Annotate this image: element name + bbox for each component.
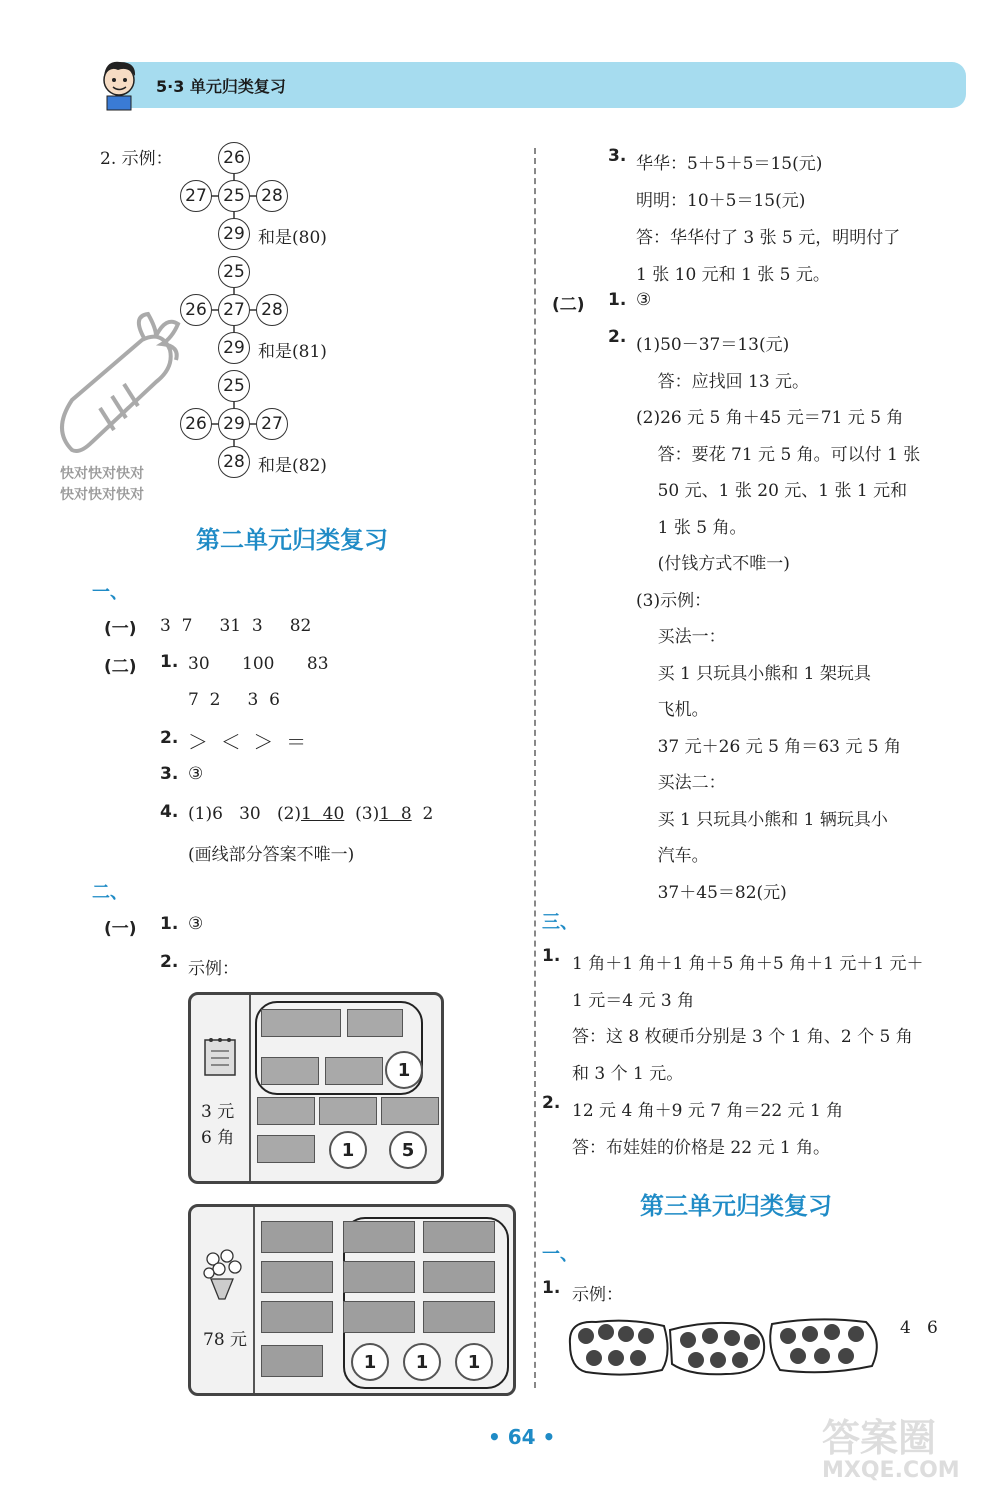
answer-line: 12 元 4 角＋9 元 7 角＝22 元 1 角 xyxy=(572,1101,844,1121)
bill-image xyxy=(423,1261,495,1293)
part-label: (二) xyxy=(104,657,137,677)
answer-line: 1 角＋1 角＋1 角＋5 角＋5 角＋1 元＋1 元＋ xyxy=(572,954,924,974)
bill-image xyxy=(261,1301,333,1333)
example-label: 示例： xyxy=(188,959,239,979)
answer-line: (3)示例： xyxy=(636,590,712,611)
circle-top: 25 xyxy=(218,256,250,288)
price-line: 3 元 xyxy=(201,1102,235,1122)
money-box-2 xyxy=(188,1204,516,1396)
q2-label: 2. 示例： xyxy=(100,149,173,169)
s3-q1-block xyxy=(572,946,924,1092)
carrot-caption xyxy=(60,464,144,506)
bill-image xyxy=(257,1135,315,1163)
header-title: 5·3 单元归类复习 xyxy=(156,77,286,96)
watermark xyxy=(822,1418,960,1483)
bill-image xyxy=(319,1097,377,1125)
circle-center: 27 xyxy=(218,294,250,326)
circle-top: 25 xyxy=(218,370,250,402)
question-number: 3. xyxy=(608,146,627,166)
question-number: 4. xyxy=(160,802,179,822)
answer-line: (1)50－37＝13(元) xyxy=(636,335,790,355)
price-line: 6 角 xyxy=(201,1128,235,1148)
s3-q2-block xyxy=(572,1093,843,1166)
circle-bottom: 28 xyxy=(218,446,250,478)
coin-icon: 1 xyxy=(329,1131,367,1169)
q4-underlined: 1 40 xyxy=(301,804,345,824)
watermark-url: MXQE.COM xyxy=(822,1458,960,1483)
circle-top: 26 xyxy=(218,142,250,174)
bill-image xyxy=(423,1221,495,1253)
answer-line: 汽车。 xyxy=(636,846,709,866)
answer-line: 飞机。 xyxy=(636,700,709,720)
question-number: 1. xyxy=(160,652,179,672)
answer-text: 7 2 3 6 xyxy=(188,690,280,710)
answer-line: 答：布娃娃的价格是 22 元 1 角。 xyxy=(572,1137,831,1158)
bill-image xyxy=(347,1009,403,1037)
bill-image xyxy=(261,1009,341,1037)
answer-line: 明明：10＋5＝15(元) xyxy=(636,191,806,211)
sum-text: 和是(81) xyxy=(258,342,327,362)
answer-line: 买法二： xyxy=(636,773,726,793)
question-number: 2. xyxy=(608,327,627,347)
circle-left: 27 xyxy=(180,180,212,212)
column-divider xyxy=(534,148,536,1388)
circle-right: 28 xyxy=(256,294,288,326)
mascot-icon xyxy=(96,56,142,116)
q4-underlined: 1 8 xyxy=(379,804,412,824)
part-label: (二) xyxy=(552,295,585,315)
answer-line: 买法一： xyxy=(636,627,726,647)
note-text: (画线部分答案不唯一) xyxy=(188,845,355,865)
answer-line: 答：这 8 枚硬币分别是 3 个 1 角、2 个 5 角 xyxy=(572,1027,913,1047)
question-number: 3. xyxy=(160,764,179,784)
answer-line: 答：应找回 13 元。 xyxy=(636,371,810,392)
flower-bouquet-icon xyxy=(201,1247,243,1305)
coin-icon: 1 xyxy=(455,1343,493,1381)
sum-text: 和是(80) xyxy=(258,228,327,248)
answer-line: 答：华华付了 3 张 5 元，明明付了 xyxy=(636,228,901,248)
answer-text: 30 100 83 xyxy=(188,654,329,674)
answer-text: 3 7 31 3 82 xyxy=(160,616,312,636)
question-number: 1. xyxy=(542,946,561,966)
answer-line: 和 3 个 1 元。 xyxy=(572,1063,684,1084)
question-number: 1. xyxy=(160,914,179,934)
question-number: 2. xyxy=(160,952,179,972)
section-two-heading: 二、 xyxy=(92,882,128,903)
answer-line: (付钱方式不唯一) xyxy=(636,554,790,574)
compare-answer: ＞ ＜ ＞ ＝ xyxy=(188,730,307,754)
bill-image xyxy=(261,1261,333,1293)
question-number: 1. xyxy=(542,1278,561,1298)
answer-text: 4 6 xyxy=(900,1318,938,1338)
answer-line: 1 张 5 角。 xyxy=(636,517,747,538)
price-line: 78 元 xyxy=(203,1330,248,1350)
answer-line: 50 元、1 张 20 元、1 张 1 元和 xyxy=(636,481,908,501)
section-three-heading: 三、 xyxy=(542,912,578,933)
caption-line: 快对快对快对 xyxy=(60,487,144,503)
box-divider xyxy=(249,995,251,1181)
bill-image xyxy=(261,1221,333,1253)
q4-part: (1)6 30 (2) xyxy=(188,804,302,824)
caption-line: 快对快对快对 xyxy=(60,466,144,482)
coin-icon: 1 xyxy=(385,1051,423,1089)
circle-center: 25 xyxy=(218,180,250,212)
answer-line: 37 元＋26 元 5 角＝63 元 5 角 xyxy=(636,736,901,757)
q3-answer-block xyxy=(636,146,900,294)
q4-part: 2 xyxy=(411,804,434,824)
answer-line: 1 张 10 元和 1 张 5 元。 xyxy=(636,265,830,285)
unit3-title: 第三单元归类复习 xyxy=(640,1192,832,1220)
circle-center: 29 xyxy=(218,408,250,440)
box-divider xyxy=(253,1207,255,1393)
bill-image xyxy=(261,1345,323,1377)
q4-part: (3) xyxy=(344,804,380,824)
answer-text: ③ xyxy=(188,914,204,934)
page-number: • 64 • xyxy=(488,1425,556,1449)
bill-image xyxy=(257,1097,315,1125)
part-label: (一) xyxy=(104,919,137,939)
question-number: 2. xyxy=(160,728,179,748)
answer-text: ③ xyxy=(636,290,652,310)
notepad-icon xyxy=(203,1035,237,1081)
q2-answer-block xyxy=(636,327,920,911)
answer-line: 买 1 只玩具小熊和 1 辆玩具小 xyxy=(636,809,888,830)
bill-image xyxy=(343,1261,415,1293)
coin-icon: 1 xyxy=(403,1343,441,1381)
answer-line: 华华：5＋5＋5＝15(元) xyxy=(636,154,823,174)
bill-image xyxy=(343,1221,415,1253)
watermark-logo: 答案圈 xyxy=(822,1416,937,1460)
money-box-1 xyxy=(188,992,444,1184)
unit3-section-heading: 一、 xyxy=(542,1244,578,1265)
circle-bottom: 29 xyxy=(218,218,250,250)
part-label: (一) xyxy=(104,619,137,639)
bill-image xyxy=(381,1097,439,1125)
circle-right: 27 xyxy=(256,408,288,440)
circle-left: 26 xyxy=(180,294,212,326)
q4-answer xyxy=(188,804,433,824)
coin-icon: 5 xyxy=(389,1131,427,1169)
answer-text: ③ xyxy=(188,764,204,784)
answer-line: (2)26 元 5 角＋45 元＝71 元 5 角 xyxy=(636,408,904,428)
sum-text: 和是(82) xyxy=(258,456,327,476)
section-one-heading: 一、 xyxy=(92,582,128,603)
apple-groups-illustration xyxy=(566,1314,886,1384)
answer-line: 买 1 只玩具小熊和 1 架玩具 xyxy=(636,663,871,684)
bill-image xyxy=(325,1057,383,1085)
example-label: 示例： xyxy=(572,1285,623,1305)
circle-bottom: 29 xyxy=(218,332,250,364)
bill-image xyxy=(261,1057,319,1085)
circle-left: 26 xyxy=(180,408,212,440)
answer-line: 37＋45＝82(元) xyxy=(636,882,787,903)
circle-right: 28 xyxy=(256,180,288,212)
coin-icon: 1 xyxy=(351,1343,389,1381)
question-number: 2. xyxy=(542,1093,561,1113)
carrot-icon xyxy=(52,310,182,464)
answer-line: 1 元＝4 元 3 角 xyxy=(572,990,695,1011)
answer-line: 答：要花 71 元 5 角。可以付 1 张 xyxy=(636,444,921,465)
question-number: 1. xyxy=(608,290,627,310)
unit2-title: 第二单元归类复习 xyxy=(196,526,388,554)
bill-image xyxy=(423,1301,495,1333)
bill-image xyxy=(343,1301,415,1333)
